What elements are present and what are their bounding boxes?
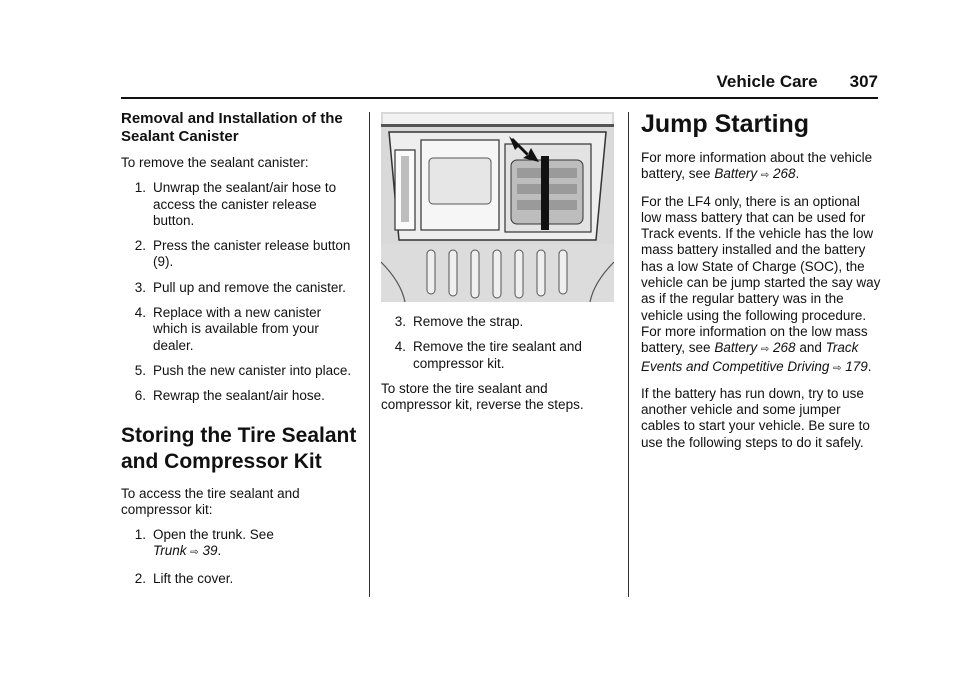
- paragraph-text: For the LF4 only, there is an optional low mass battery that can be used for Track events. If the vehicle has the low mass battery installed and the battery has a low State of Charge (SOC), the vehicle can be jump started the say way as if the regular battery was in the vehicle using the following procedure. For more information on the low mass battery, see: [641, 193, 881, 356]
- store-kit-note: To store the tire sealant and compressor kit, reverse the steps.: [381, 380, 584, 413]
- step-text: Rewrap the sealant/air hose.: [153, 388, 325, 404]
- xref-page: 268: [773, 340, 796, 356]
- column-1: [121, 110, 357, 596]
- step-text: Push the new canister into place.: [153, 362, 352, 378]
- storing-steps: [121, 527, 357, 587]
- conjunction: and: [799, 340, 822, 356]
- list-item: [121, 571, 357, 587]
- xref-title: Battery: [714, 340, 758, 356]
- jump-paragraph-2: [641, 194, 881, 377]
- step-number: 4.: [394, 339, 406, 355]
- xref-title: Trunk: [153, 543, 187, 559]
- step-number: 1.: [134, 527, 146, 543]
- step-text: Remove the tire sealant and compressor kit.: [413, 339, 582, 371]
- step-text: Replace with a new canister which is available from your dealer.: [153, 305, 322, 353]
- page-ref-arrow-icon: ⇨: [833, 362, 842, 374]
- page-number: 307: [849, 72, 878, 91]
- jump-paragraph-1: [641, 150, 881, 185]
- xref-page: 268: [773, 166, 796, 182]
- step-number: 4.: [134, 305, 146, 321]
- trunk-compressor-kit-illustration: [381, 112, 614, 302]
- step-text: Unwrap the sealant/air hose to access the canister release button.: [153, 180, 337, 228]
- removal-kit-steps: [381, 314, 615, 372]
- step-number: 6.: [134, 388, 146, 404]
- punctuation: .: [867, 358, 872, 374]
- list-item: [121, 527, 357, 562]
- paragraph-text: For more information about the vehicle battery, see: [641, 150, 873, 182]
- list-item: [121, 363, 357, 379]
- page-header: [717, 72, 879, 92]
- column-3: [641, 110, 881, 460]
- xref-trunk-link[interactable]: [153, 543, 217, 558]
- jump-paragraph-3: If the battery has run down, try to use another vehicle and some jumper cables to start your vehicle. Be sure to use the following steps to do it safely.: [641, 385, 870, 450]
- heading-jump-starting: Jump Starting: [641, 110, 810, 138]
- page-ref-arrow-icon: ⇨: [760, 344, 770, 356]
- step-number: 3.: [134, 279, 146, 295]
- list-item: [121, 388, 357, 404]
- list-item: [121, 180, 357, 229]
- header-rule: [121, 97, 878, 99]
- storing-intro: To access the tire sealant and compressor kit:: [121, 485, 300, 517]
- xref-battery-link[interactable]: [714, 166, 795, 181]
- heading-storing-kit: Storing the Tire Sealant and Compressor Kit: [121, 423, 357, 473]
- list-item: [121, 305, 357, 354]
- step-number: 1.: [134, 180, 146, 196]
- step-text-main: Open the trunk. See: [153, 527, 274, 543]
- removal-steps: [121, 180, 357, 404]
- xref-title: Battery: [714, 166, 758, 182]
- step-number: 5.: [134, 362, 146, 378]
- step-number: 2.: [134, 238, 146, 254]
- column-divider-2: [628, 112, 629, 597]
- list-item: [121, 280, 357, 296]
- step-number: 2.: [134, 570, 146, 586]
- step-text: Lift the cover.: [153, 570, 234, 586]
- column-divider-1: [369, 112, 370, 597]
- list-item: [381, 339, 615, 372]
- section-title: Vehicle Care: [716, 72, 818, 91]
- step-text: [153, 527, 274, 562]
- page-ref-arrow-icon: ⇨: [760, 170, 770, 182]
- removal-intro: To remove the sealant canister:: [121, 155, 309, 170]
- heading-removal-installation: Removal and Installation of the Sealant Canister: [121, 110, 343, 145]
- page-ref-arrow-icon: ⇨: [190, 547, 199, 559]
- step-text: Pull up and remove the canister.: [153, 279, 346, 295]
- xref-title: Track Events and Competitive Driving: [641, 340, 859, 374]
- step-text: Remove the strap.: [413, 314, 524, 329]
- list-item: [381, 314, 615, 330]
- punctuation: .: [217, 543, 222, 559]
- xref-battery-link[interactable]: [714, 340, 795, 355]
- column-2: [381, 112, 615, 422]
- xref-page: 179: [845, 358, 868, 374]
- step-text: Press the canister release button (9).: [153, 238, 351, 270]
- step-number: 3.: [394, 314, 406, 329]
- xref-page: 39: [202, 543, 218, 559]
- list-item: [121, 238, 357, 271]
- punctuation: .: [795, 166, 800, 182]
